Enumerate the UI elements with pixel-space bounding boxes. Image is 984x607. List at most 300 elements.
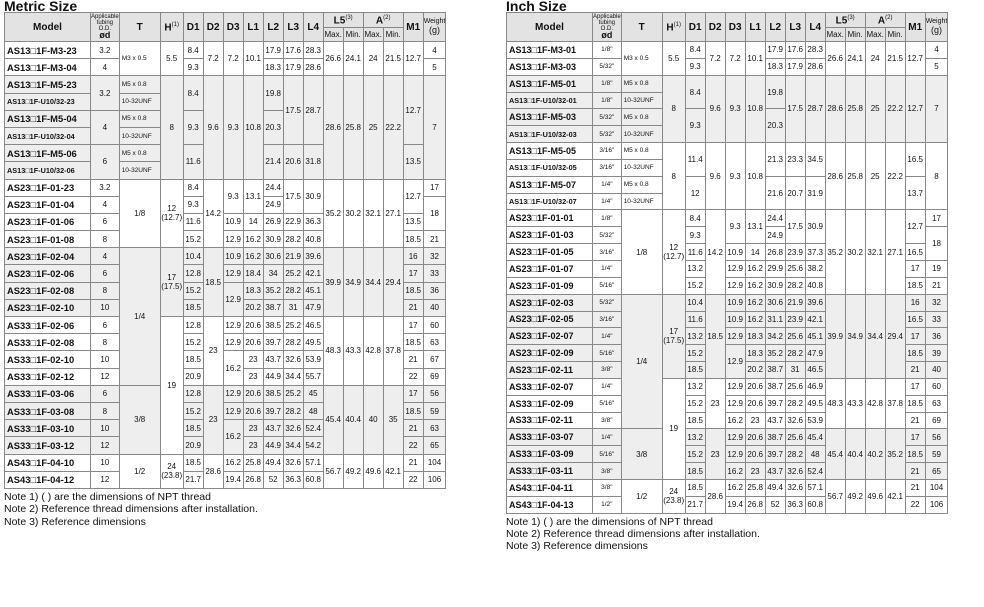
- cell-L5min: 25.8: [845, 143, 865, 210]
- cell-L5max: 56.7: [825, 479, 845, 513]
- cell-D2: 7.2: [705, 42, 725, 76]
- cell-L1: 23: [243, 368, 263, 385]
- cell-od: 3/16": [593, 143, 622, 160]
- cell-L3: 17.5: [283, 76, 303, 145]
- cell-L3: 17.5: [785, 210, 805, 244]
- cell-od: 3/8": [593, 479, 622, 496]
- cell-Amin: 27.1: [885, 210, 905, 294]
- cell-Amin: 37.8: [885, 378, 905, 429]
- cell-Amin: 35.2: [885, 429, 905, 480]
- model-cell: AS33□1F-03-11: [507, 463, 593, 480]
- cell-M1: 22: [905, 496, 925, 513]
- cell-D3: 12.9: [725, 429, 745, 446]
- cell-L3: 22.9: [283, 213, 303, 230]
- cell-D3: 19.4: [223, 471, 243, 488]
- note-2: Note 2) Reference thread dimensions after installation.: [4, 503, 258, 516]
- cell-M1: 18.5: [403, 334, 423, 351]
- cell-od: 5/16": [593, 395, 622, 412]
- table-row: [507, 210, 948, 227]
- cell-L4: 31.9: [805, 176, 825, 210]
- cell-T: 10-32UNF: [119, 127, 160, 144]
- model-cell: AS23□1F-02-11: [507, 362, 593, 379]
- cell-L1: 18.3: [243, 282, 263, 299]
- cell-M1: 22: [403, 368, 423, 385]
- cell-W: 21: [925, 277, 948, 294]
- cell-L2: 49.4: [263, 454, 283, 471]
- cell-L4: 45.1: [303, 282, 323, 299]
- cell-D2: 14.2: [203, 179, 223, 248]
- cell-W: 33: [423, 265, 446, 282]
- cell-D1: 11.6: [183, 213, 203, 230]
- cell-W: 59: [423, 402, 446, 419]
- header-L5: L5$^{(3)}$: [323, 13, 363, 28]
- cell-L2: 43.7: [263, 420, 283, 437]
- header-tubing-od: Applicable tubing O.D. ød: [91, 14, 119, 40]
- model-cell: AS23□1F-02-08: [5, 282, 91, 299]
- cell-L3: 25.6: [785, 328, 805, 345]
- cell-L2: 39.7: [263, 402, 283, 419]
- cell-D1: 15.2: [685, 395, 705, 412]
- cell-L1: 20.6: [243, 317, 263, 334]
- cell-od: 10: [91, 351, 120, 368]
- cell-L5max: 39.9: [323, 248, 343, 317]
- cell-L5max: 39.9: [825, 294, 845, 378]
- table-row: [507, 75, 948, 92]
- note-3: Note 3) Reference dimensions: [506, 540, 648, 553]
- cell-L2: 30.6: [765, 294, 785, 311]
- cell-D2: 18.5: [705, 294, 725, 378]
- cell-L4: 49.5: [805, 395, 825, 412]
- cell-Amin: 42.1: [383, 454, 403, 488]
- cell-D3: 12.9: [223, 317, 243, 334]
- note-1: Note 1) ( ) are the dimensions of NPT thread: [506, 515, 713, 528]
- model-cell: AS13□1F-M3-23: [5, 42, 91, 59]
- cell-W: 5: [423, 59, 446, 76]
- cell-M1: 17: [403, 385, 423, 402]
- metric-size-panel: [4, 0, 478, 528]
- cell-D1: 11.4: [685, 143, 705, 177]
- cell-od: 3/8": [593, 412, 622, 429]
- cell-L2: 34.2: [765, 328, 785, 345]
- cell-od: 5/16": [593, 446, 622, 463]
- model-cell: AS23□1F-01-07: [507, 260, 593, 277]
- model-cell: AS13□1F-M3-03: [507, 58, 593, 75]
- model-cell: AS13□1F-M5-03: [507, 109, 593, 126]
- cell-od: 3/16": [593, 159, 622, 176]
- cell-od: 3.2: [91, 76, 120, 110]
- cell-L1: 23: [243, 351, 263, 368]
- cell-Amax: 49.6: [363, 454, 383, 488]
- cell-H: 5.5: [160, 42, 183, 76]
- inch-notes: [506, 516, 980, 553]
- cell-L5max: 35.2: [825, 210, 845, 294]
- cell-M1: 13.7: [905, 176, 925, 210]
- cell-L3: 34.4: [283, 437, 303, 454]
- cell-od: 12: [91, 471, 120, 488]
- cell-D1: 18.5: [183, 454, 203, 471]
- cell-L3: 32.6: [283, 420, 303, 437]
- cell-L5min: 40.4: [845, 429, 865, 480]
- cell-W: 36: [423, 282, 446, 299]
- cell-Amin: 21.5: [885, 42, 905, 76]
- cell-L3: 28.2: [785, 395, 805, 412]
- cell-L2: 39.7: [765, 446, 785, 463]
- cell-W: 69: [925, 412, 948, 429]
- cell-Amax: 42.8: [363, 317, 383, 386]
- cell-L5min: 43.3: [845, 378, 865, 429]
- cell-D1: 8.4: [183, 42, 203, 59]
- cell-L4: 53.9: [805, 412, 825, 429]
- cell-D1: 18.5: [685, 362, 705, 379]
- cell-T: 10-32UNF: [621, 193, 662, 210]
- cell-L3: 23.3: [785, 143, 805, 177]
- cell-od: 1/4": [593, 193, 622, 210]
- cell-T: M3 x 0.5: [119, 42, 160, 76]
- cell-L2: 43.7: [263, 351, 283, 368]
- cell-M1: 21: [905, 362, 925, 379]
- model-cell: AS23□1F-02-03: [507, 294, 593, 311]
- cell-H: 24 (23.8): [160, 454, 183, 488]
- header-D2: D2: [203, 13, 223, 42]
- cell-W: 69: [423, 368, 446, 385]
- cell-T: 1/2: [119, 454, 160, 488]
- cell-L2: 17.9: [765, 42, 785, 59]
- table-row: [507, 143, 948, 160]
- cell-L1: 20.6: [243, 334, 263, 351]
- cell-D2: 9.6: [705, 143, 725, 210]
- cell-L2: 43.7: [765, 412, 785, 429]
- cell-W: 39: [925, 345, 948, 362]
- cell-D3: 12.9: [223, 282, 243, 316]
- model-cell: AS23□1F-02-04: [5, 248, 91, 265]
- model-cell: AS13□1F-M5-06: [5, 145, 91, 162]
- cell-od: 10: [91, 299, 120, 316]
- cell-M1: 13.5: [403, 213, 423, 230]
- cell-W: 56: [423, 385, 446, 402]
- cell-L2: 21.6: [765, 176, 785, 210]
- header-T: T: [119, 13, 160, 42]
- cell-T: M5 x 0.8: [621, 176, 662, 193]
- cell-M1: 18.5: [905, 446, 925, 463]
- cell-L3: 20.7: [785, 176, 805, 210]
- cell-T: M5 x 0.8: [621, 143, 662, 160]
- cell-Amax: 32.1: [865, 210, 885, 294]
- cell-L5min: 49.2: [343, 454, 363, 488]
- cell-od: 1/4": [593, 328, 622, 345]
- cell-L5min: 30.2: [343, 179, 363, 248]
- cell-L4: 45.4: [805, 429, 825, 446]
- cell-L2: 35.2: [263, 282, 283, 299]
- cell-L4: 54.2: [303, 437, 323, 454]
- metric-size-table: [4, 12, 446, 489]
- inch-size-table: [506, 12, 948, 514]
- cell-L4: 55.7: [303, 368, 323, 385]
- cell-H: 12 (12.7): [662, 210, 685, 294]
- cell-L4: 37.3: [805, 244, 825, 261]
- cell-od: 5/32": [593, 58, 622, 75]
- cell-L5max: 45.4: [825, 429, 845, 480]
- cell-L3: 17.5: [785, 75, 805, 142]
- cell-T: M5 x 0.8: [119, 145, 160, 162]
- cell-D1: 15.2: [685, 446, 705, 463]
- cell-L4: 46.5: [303, 317, 323, 334]
- cell-L1: 23: [745, 412, 765, 429]
- header-L1: L1: [745, 13, 765, 42]
- cell-L2: 52: [765, 496, 785, 513]
- cell-W: 18: [423, 196, 446, 230]
- cell-L2: 44.9: [263, 437, 283, 454]
- cell-L3: 36.3: [283, 471, 303, 488]
- cell-L5min: 40.4: [343, 385, 363, 454]
- cell-D3: 12.9: [223, 402, 243, 419]
- cell-D2: 28.6: [705, 479, 725, 513]
- cell-L2: 18.3: [263, 59, 283, 76]
- cell-L4: 52.4: [303, 420, 323, 437]
- cell-L5max: 56.7: [323, 454, 343, 488]
- cell-W: 4: [423, 42, 446, 59]
- cell-od: 8: [91, 282, 120, 299]
- cell-W: 21: [423, 231, 446, 248]
- model-cell: AS23□1F-01-03: [507, 227, 593, 244]
- cell-L3: 28.2: [785, 446, 805, 463]
- cell-od: 5/16": [593, 277, 622, 294]
- model-cell: AS13□1F-M5-05: [507, 143, 593, 160]
- cell-L4: 39.6: [303, 248, 323, 265]
- cell-D1: 13.2: [685, 378, 705, 395]
- cell-T: 1/8: [621, 210, 662, 294]
- cell-M1: 18.5: [403, 231, 423, 248]
- model-cell: AS23□1F-01-05: [507, 244, 593, 261]
- table-row: [507, 294, 948, 311]
- cell-Amax: 32.1: [363, 179, 383, 248]
- cell-L4: 60.8: [805, 496, 825, 513]
- cell-L1: 16.2: [745, 294, 765, 311]
- cell-L5min: 34.9: [845, 294, 865, 378]
- header-A: $A^{(2)}$: [865, 13, 905, 28]
- cell-L3: 25.6: [785, 429, 805, 446]
- cell-L4: 42.1: [805, 311, 825, 328]
- cell-L4: 28.6: [805, 58, 825, 75]
- cell-W: 67: [423, 351, 446, 368]
- cell-D1: 11.6: [685, 244, 705, 261]
- header-weight: Weight (g): [423, 13, 446, 42]
- cell-od: 4: [91, 196, 120, 213]
- model-cell: AS13□1F-M5-04: [5, 110, 91, 127]
- cell-D1: 9.3: [183, 196, 203, 213]
- cell-Amin: 21.5: [383, 42, 403, 76]
- cell-L3: 32.6: [283, 454, 303, 471]
- cell-od: 5/16": [593, 345, 622, 362]
- cell-L2: 20.3: [263, 110, 283, 144]
- cell-D3: 10.9: [223, 248, 243, 265]
- model-cell: AS13□1F-U10/32-04: [5, 127, 91, 144]
- cell-L3: 28.2: [283, 402, 303, 419]
- cell-L2: 34: [263, 265, 283, 282]
- cell-L1: 23: [243, 437, 263, 454]
- cell-L4: 40.8: [805, 277, 825, 294]
- cell-D1: 18.5: [183, 420, 203, 437]
- cell-T: M3 x 0.5: [621, 42, 662, 76]
- header-L5-max: Max.: [323, 28, 343, 42]
- cell-L3: 28.2: [785, 345, 805, 362]
- cell-T: 1/4: [621, 294, 662, 429]
- cell-L4: 38.2: [805, 260, 825, 277]
- cell-L2: 21.4: [263, 145, 283, 179]
- model-cell: AS33□1F-03-10: [5, 420, 91, 437]
- cell-D3: 12.9: [725, 446, 745, 463]
- cell-Amax: 40.2: [865, 429, 885, 480]
- cell-W: 59: [925, 446, 948, 463]
- cell-L3: 25.6: [785, 260, 805, 277]
- model-cell: AS33□1F-02-06: [5, 317, 91, 334]
- cell-D1: 8.4: [685, 210, 705, 227]
- cell-Amax: 24: [865, 42, 885, 76]
- cell-D1: 13.2: [685, 328, 705, 345]
- cell-W: 40: [925, 362, 948, 379]
- cell-L3: 17.5: [283, 179, 303, 213]
- cell-M1: 21: [905, 479, 925, 496]
- cell-L2: 26.9: [263, 213, 283, 230]
- header-tubing-od: Applicable tubing O.D. ød: [593, 14, 621, 40]
- cell-od: 5/32": [593, 126, 622, 143]
- cell-D2: 28.6: [203, 454, 223, 488]
- cell-D2: 9.6: [705, 75, 725, 142]
- cell-L2: 38.7: [765, 362, 785, 379]
- cell-M1: 18.5: [403, 402, 423, 419]
- cell-L3: 32.6: [785, 412, 805, 429]
- header-A-max: Max.: [363, 28, 383, 42]
- cell-L5max: 28.6: [825, 143, 845, 210]
- cell-Amax: 40: [363, 385, 383, 454]
- cell-L3: 32.6: [785, 463, 805, 480]
- cell-L3: 28.2: [283, 282, 303, 299]
- header-T: T: [621, 13, 662, 42]
- cell-L4: 46.5: [805, 362, 825, 379]
- header-model: Model: [507, 13, 593, 42]
- cell-od: 12: [91, 368, 120, 385]
- cell-W: 7: [423, 76, 446, 179]
- cell-L4: 47.9: [805, 345, 825, 362]
- model-cell: AS33□1F-02-09: [507, 395, 593, 412]
- cell-L3: 23.9: [785, 311, 805, 328]
- cell-T: M5 x 0.8: [119, 76, 160, 93]
- cell-L1: 16.2: [243, 248, 263, 265]
- cell-od: 1/2": [593, 496, 622, 513]
- cell-L3: 31: [785, 362, 805, 379]
- cell-L4: 30.9: [805, 210, 825, 244]
- cell-L1: 18.4: [243, 265, 263, 282]
- cell-od: 8: [91, 334, 120, 351]
- cell-M1: 12.7: [905, 42, 925, 76]
- cell-od: 6: [91, 385, 120, 402]
- model-cell: AS13□1F-U10/32-07: [507, 193, 593, 210]
- table-row: [5, 42, 446, 59]
- table-row: [507, 378, 948, 395]
- header-H: $H^{(1)}$: [662, 13, 685, 42]
- model-cell: AS23□1F-01-09: [507, 277, 593, 294]
- cell-L1: 16.2: [745, 277, 765, 294]
- cell-D1: 9.3: [685, 58, 705, 75]
- cell-D1: 15.2: [685, 345, 705, 362]
- cell-M1: 21: [905, 412, 925, 429]
- cell-Amax: 25: [363, 76, 383, 179]
- model-cell: AS33□1F-02-12: [5, 368, 91, 385]
- cell-L1: 18.3: [745, 328, 765, 345]
- cell-D1: 20.9: [183, 368, 203, 385]
- cell-Amax: 24: [363, 42, 383, 76]
- cell-L3: 17.9: [283, 59, 303, 76]
- cell-L2: 30.6: [263, 248, 283, 265]
- cell-L5min: 34.9: [343, 248, 363, 317]
- header-A-min: Min.: [885, 28, 905, 42]
- model-cell: AS23□1F-02-06: [5, 265, 91, 282]
- cell-od: 3/8": [593, 463, 622, 480]
- cell-od: 1/4": [593, 176, 622, 193]
- header-L5-min: Min.: [845, 28, 865, 42]
- cell-D2: 23: [203, 385, 223, 454]
- cell-D2: 14.2: [705, 210, 725, 294]
- cell-L4: 36.3: [303, 213, 323, 230]
- cell-L2: 19.8: [765, 75, 785, 109]
- cell-W: 17: [925, 210, 948, 227]
- cell-H: 12 (12.7): [160, 179, 183, 248]
- cell-L5min: 24.1: [343, 42, 363, 76]
- cell-M1: 18.5: [403, 282, 423, 299]
- cell-Amin: 22.2: [383, 76, 403, 179]
- cell-D3: 9.3: [725, 143, 745, 210]
- model-cell: AS23□1F-02-10: [5, 299, 91, 316]
- cell-M1: 12.7: [403, 76, 423, 145]
- cell-D3: 12.9: [725, 260, 745, 277]
- cell-W: 65: [423, 437, 446, 454]
- header-L4: L4: [805, 13, 825, 42]
- cell-W: 104: [423, 454, 446, 471]
- model-cell: AS33□1F-03-09: [507, 446, 593, 463]
- cell-L5max: 48.3: [323, 317, 343, 386]
- cell-D3: 12.9: [725, 378, 745, 395]
- cell-M1: 16.5: [905, 311, 925, 328]
- cell-W: 32: [925, 294, 948, 311]
- cell-od: 5/32": [593, 109, 622, 126]
- cell-D1: 18.5: [685, 412, 705, 429]
- cell-L4: 28.3: [805, 42, 825, 59]
- model-cell: AS43□1F-04-13: [507, 496, 593, 513]
- cell-W: 7: [925, 75, 948, 142]
- cell-L2: 24.9: [263, 196, 283, 213]
- cell-Amin: 35: [383, 385, 403, 454]
- cell-L4: 45.1: [805, 328, 825, 345]
- cell-od: 1/8": [593, 210, 622, 227]
- cell-L2: 24.9: [765, 227, 785, 244]
- cell-D1: 15.2: [183, 282, 203, 299]
- cell-L3: 17.6: [283, 42, 303, 59]
- cell-M1: 21: [403, 351, 423, 368]
- cell-L4: 30.9: [303, 179, 323, 213]
- cell-L4: 48: [303, 402, 323, 419]
- header-D3: D3: [725, 13, 745, 42]
- header-L5-max: Max.: [825, 28, 845, 42]
- cell-od: 6: [91, 317, 120, 334]
- cell-L3: 36.3: [785, 496, 805, 513]
- cell-H: 8: [662, 143, 685, 210]
- cell-D3: 16.2: [725, 479, 745, 496]
- cell-T: M5 x 0.8: [621, 75, 662, 92]
- cell-D2: 9.6: [203, 76, 223, 179]
- model-cell: AS13□1F-M3-04: [5, 59, 91, 76]
- cell-T: M5 x 0.8: [119, 110, 160, 127]
- cell-L2: 17.9: [263, 42, 283, 59]
- cell-D3: 16.2: [725, 412, 745, 429]
